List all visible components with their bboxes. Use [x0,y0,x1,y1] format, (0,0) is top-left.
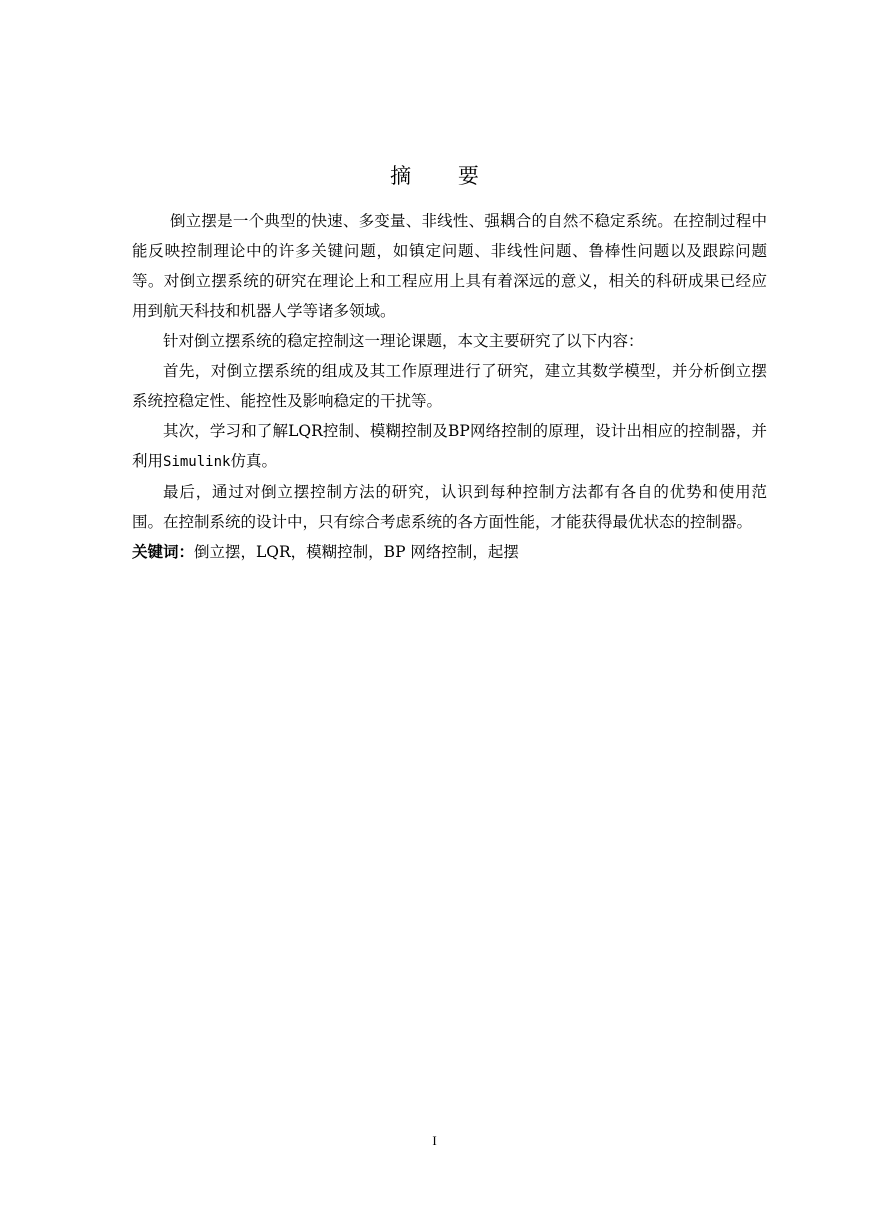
abstract-title: 摘 要 [390,164,499,188]
keywords-label: 关键词： [132,543,195,561]
paragraph-first: 首先，对倒立摆系统的组成及其工作原理进行了研究，建立其数学模型，并分析倒立摆系统控稳定性、能控性及影响稳定的干扰等。 [132,362,767,410]
keywords-line [132,537,767,567]
paragraph-last: 最后，通过对倒立摆控制方法的研究，认识到每种控制方法都有各自的优势和使用范围。在控制系统的设计中，只有综合考虑系统的各方面性能，才能获得最优状态的控制器。 [132,483,767,531]
paragraph-topic: 针对倒立摆系统的稳定控制这一理论课题，本文主要研究了以下内容： [163,332,644,350]
abstract-body [132,206,767,567]
page-number: I [432,1133,437,1148]
paragraph-second [132,416,767,477]
paragraph-intro: 倒立摆是一个典型的快速、多变量、非线性、强耦合的自然不稳定系统。在控制过程中能反映控制理论中的许多关键问题，如镇定问题、非线性问题、鲁棒性问题以及跟踪问题等。对倒立摆系统的研究在理论上和工程应用上具有着深远的意义，相关的科研成果已经应用到航天科技和机器人学等诸多领域。 [132,212,767,320]
simulink-term: Simulink [163,454,231,470]
paragraph-second-text: 其次，学习和了解LQR控制、模糊控制及BP网络控制的原理，设计出相应的控制器，并利用 [132,422,767,470]
keywords-text: 倒立摆，LQR，模糊控制，BP 网络控制，起摆 [194,543,519,561]
paragraph-second-end: 仿真。 [230,452,277,470]
